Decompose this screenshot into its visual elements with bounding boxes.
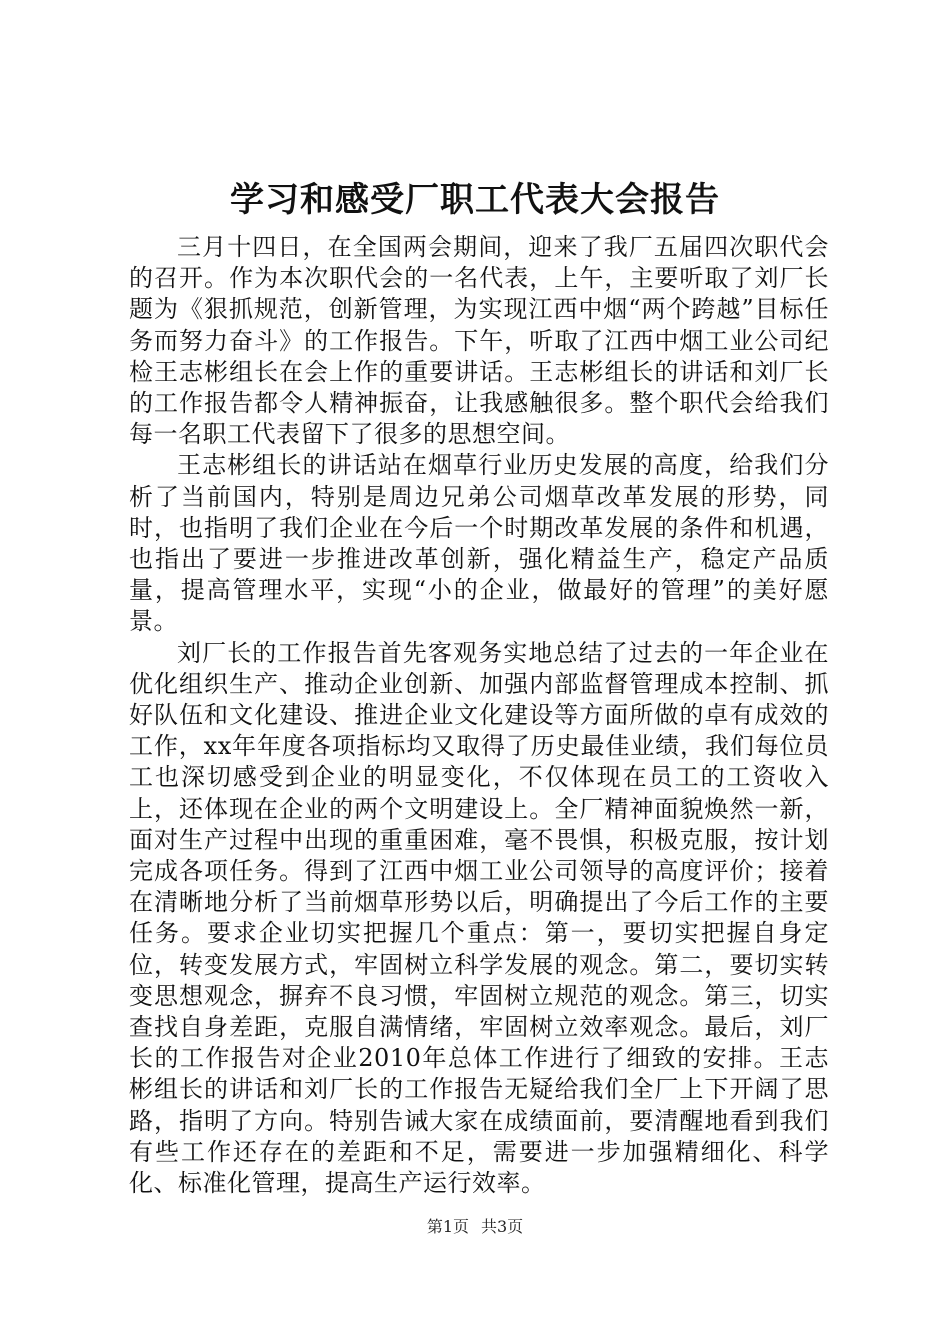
paragraph-1: 三月十四日，在全国两会期间，迎来了我厂五届四次职代会的召开。作为本次职代会的一名代表，上午，主要听取了刘厂长题为《狠抓规范，创新管理，为实现江西中烟“两个跨越”目标任务而努力奋斗》的工作报告。下午，听取了江西中烟工业公司纪检王志彬组长在会上作的重要讲话。王志彬组长的讲话和刘厂长的工作报告都令人精神振奋，让我感触很多。整个职代会给我们每一名职工代表留下了很多的思想空间。 <box>129 233 829 449</box>
page-footer <box>0 1216 950 1238</box>
paragraph-3: 刘厂长的工作报告首先客观务实地总结了过去的一年企业在优化组织生产、推动企业创新、加强内部监督管理成本控制、抓好队伍和文化建设、推进企业文化建设等方面所做的卓有成效的工作，xx年年度各项指标均又取得了历史最佳业绩，我们每位员工也深切感受到企业的明显变化，不仅体现在员工的工资收入上，还体现在企业的两个文明建设上。全厂精神面貌焕然一新，面对生产过程中出现的重重困难，毫不畏惧，积极克服，按计划完成各项任务。得到了江西中烟工业公司领导的高度评价；接着在清晰地分析了当前烟草形势以后，明确提出了今后工作的主要任务。要求企业切实把握几个重点：第一，要切实把握自身定位，转变发展方式，牢固树立科学发展的观念。第二，要切实转变思想观念，摒弃不良习惯，牢固树立规范的观念。第三，切实查找自身差距，克服自满情绪，牢固树立效率观念。最后，刘厂长的工作报告对企业2010年总体工作进行了细致的安排。王志彬组长的讲话和刘厂长的工作报告无疑给我们全厂上下开阔了思路，指明了方向。特别告诫大家在成绩面前，要清醒地看到我们有些工作还存在的差距和不足，需要进一步加强精细化、科学化、标准化管理，提高生产运行效率。 <box>129 638 829 1198</box>
paragraph-2: 王志彬组长的讲话站在烟草行业历史发展的高度，给我们分析了当前国内，特别是周边兄弟公司烟草改革发展的形势，同时，也指明了我们企业在今后一个时期改革发展的条件和机遇，也指出了要进一步推进改革创新，强化精益生产，稳定产品质量，提高管理水平，实现“小的企业，做最好的管理”的美好愿景。 <box>129 451 829 636</box>
page-total: 共3页 <box>481 1217 524 1236</box>
document-body <box>129 232 829 1199</box>
page-number: 第1页 <box>426 1217 469 1236</box>
document-title: 学习和感受厂职工代表大会报告 <box>230 180 720 220</box>
